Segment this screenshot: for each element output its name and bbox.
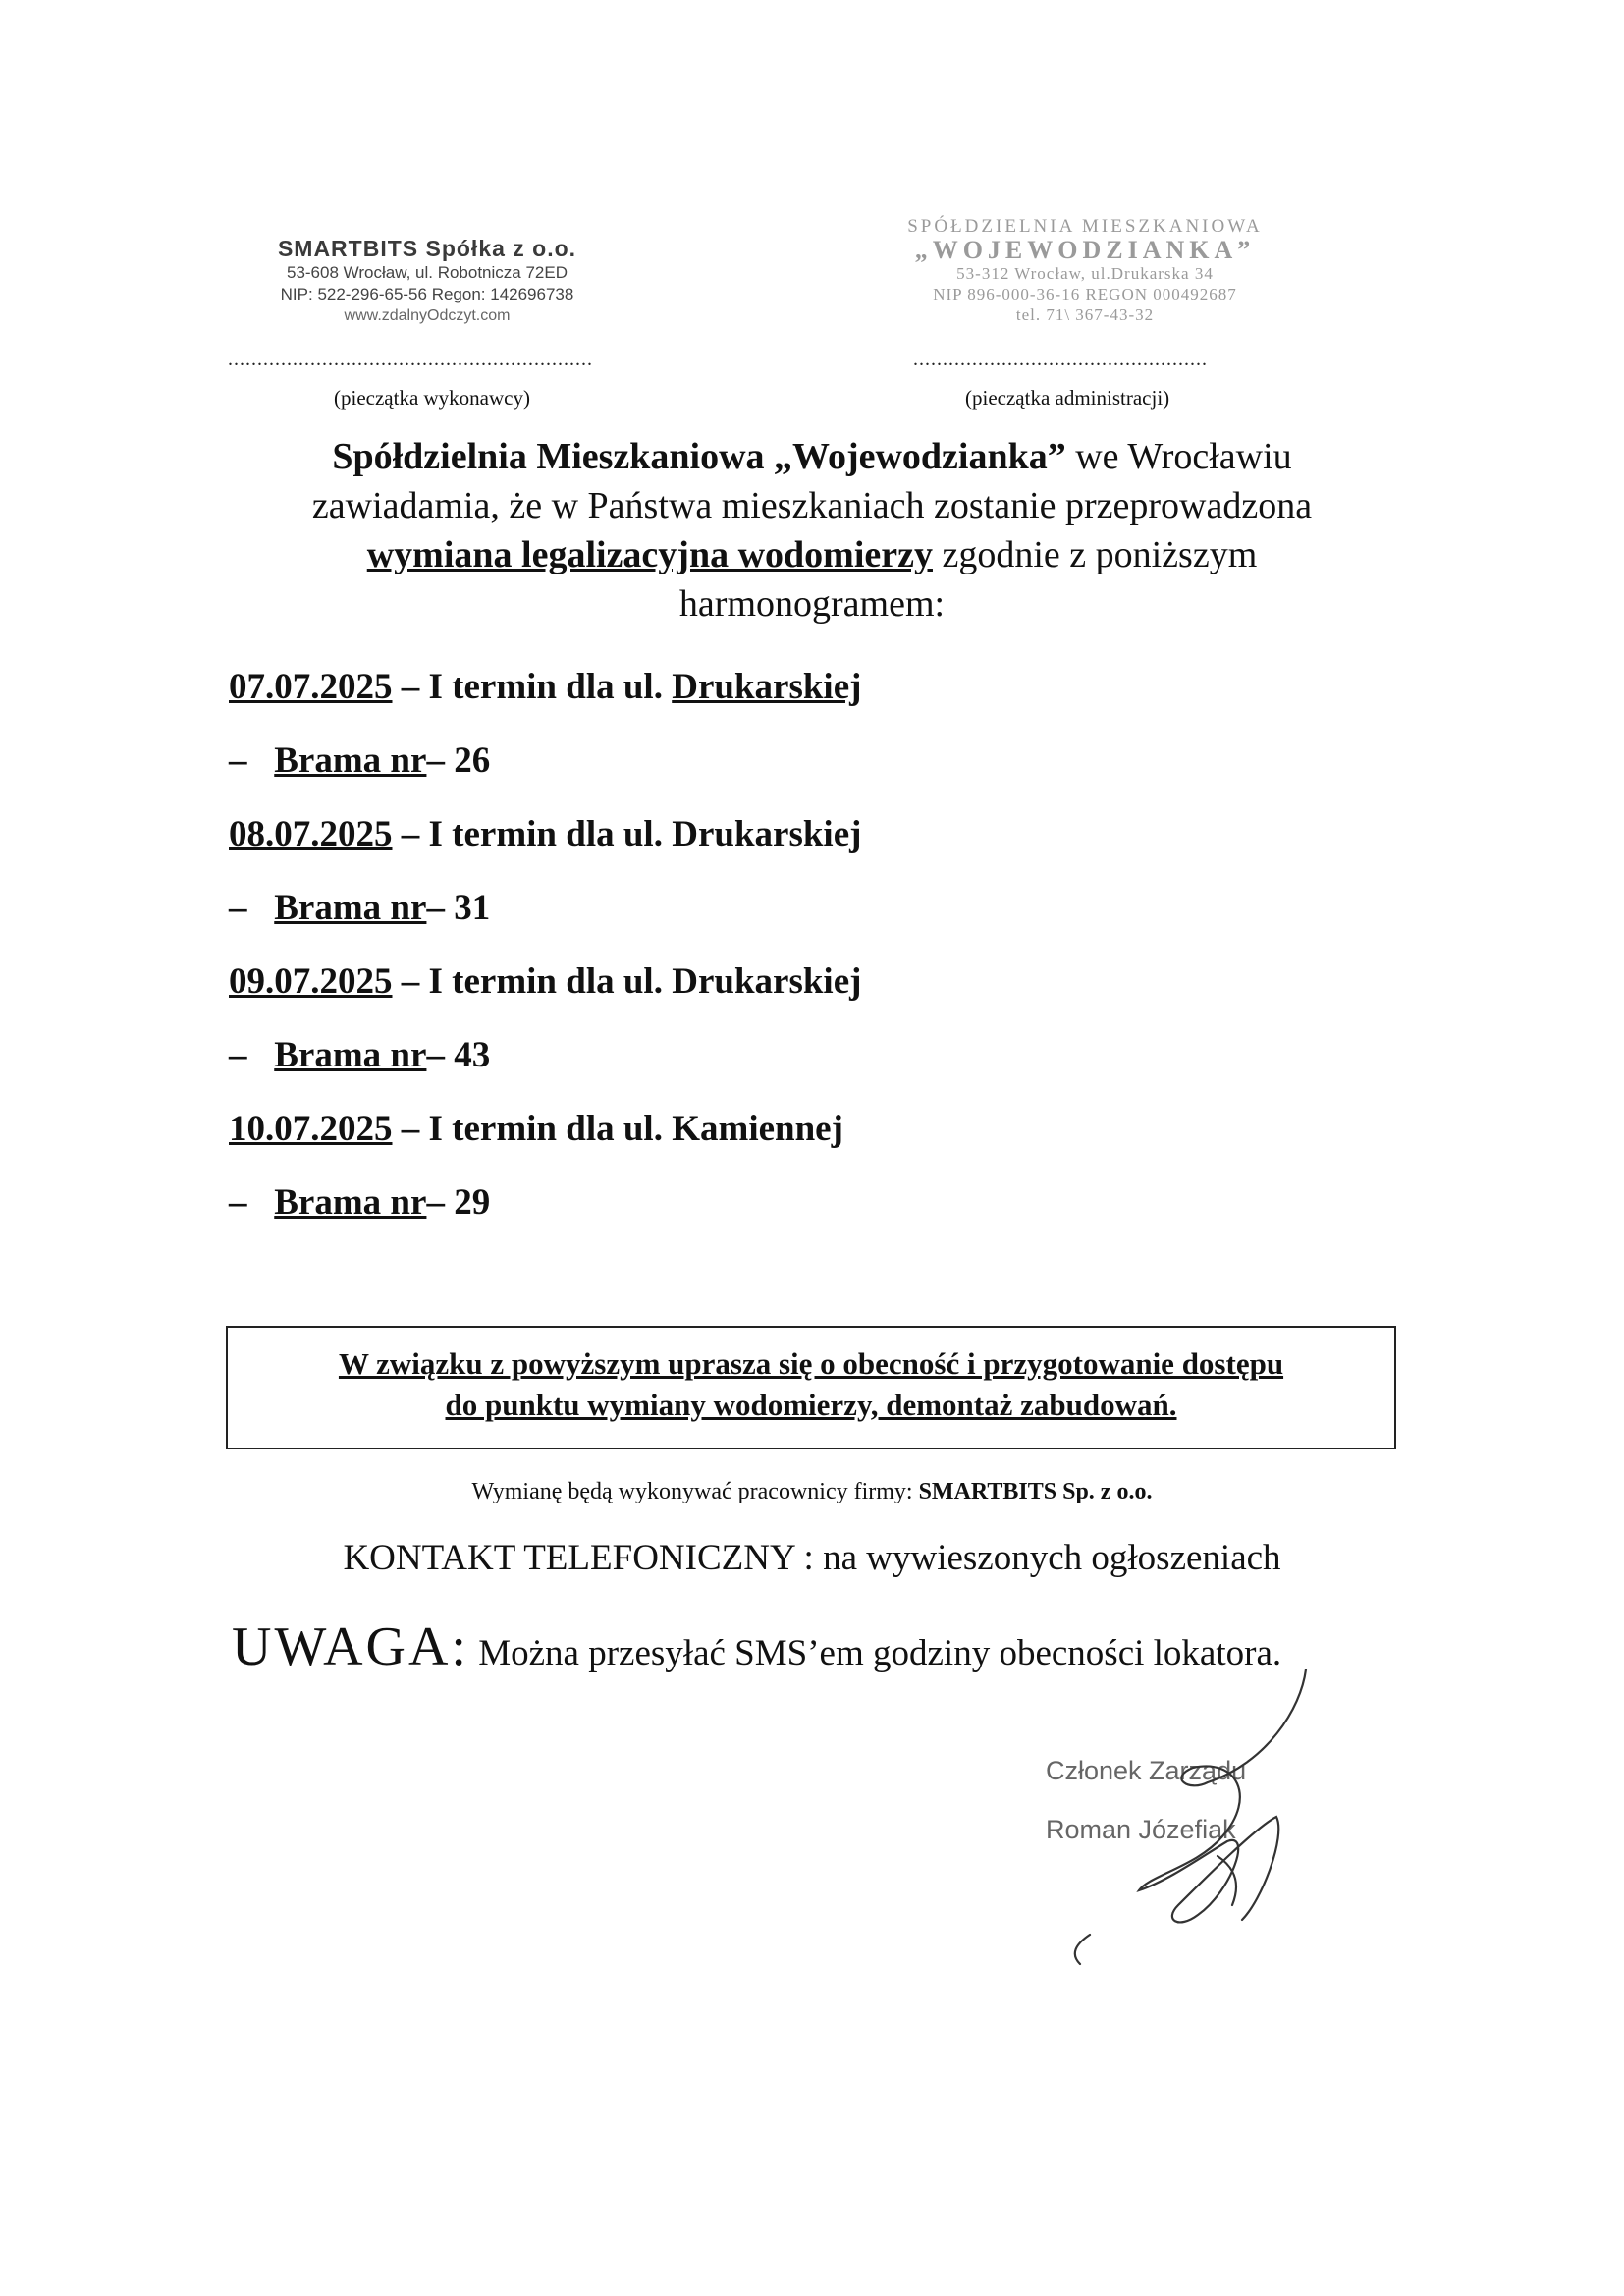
notice-line2: do punktu wymiany wodomierzy, demontaż zabudowań. (445, 1388, 1177, 1422)
schedule-street: Kamiennej (672, 1109, 843, 1149)
schedule-street: Drukarskiej (672, 814, 862, 854)
schedule-gate-row (229, 1178, 1309, 1252)
schedule-term: – I termin dla ul. (392, 961, 673, 1002)
contact-info: KONTAKT TELEFONICZNY : na wywieszonych ogłoszeniach (343, 1538, 1281, 1578)
schedule-list (229, 663, 1309, 1252)
schedule-date-row (229, 1105, 1309, 1178)
signature-block (1021, 1669, 1345, 1984)
intro-line4: harmonogramem: (678, 583, 946, 625)
administration-line4: NIP 896-000-36-16 REGON 000492687 (933, 285, 1237, 303)
signature-name: Roman Józefiak (1046, 1815, 1236, 1844)
contractor-name: SMARTBITS Spółka z o.o. (277, 236, 577, 261)
schedule-date: 08.07.2025 (229, 814, 393, 854)
caption-contractor: (pieczątka wykonawcy) (334, 386, 530, 410)
schedule-date-row (229, 810, 1309, 884)
stamp-line-right: .................................................. (913, 349, 1208, 370)
organization-city: we Wrocławiu (1065, 436, 1292, 477)
intro-line3-rest: zgodnie z poniższym (932, 534, 1258, 575)
schedule-gate-row (229, 1031, 1309, 1105)
gate-dash: – (229, 1035, 247, 1075)
signature-role: Członek Zarządu (1046, 1756, 1247, 1785)
gate-label: Brama nr (274, 888, 427, 928)
uwaga-text: Można przesyłać SMS’em godziny obecności lokatora. (468, 1633, 1282, 1673)
administration-stamp (879, 216, 1291, 325)
schedule-term: – I termin dla ul. (392, 814, 673, 854)
handwritten-signature-icon (1021, 1669, 1345, 1984)
contractor-website: www.zdalnyOdczyt.com (344, 307, 511, 324)
administration-line5: tel. 71\ 367-43-32 (1015, 305, 1155, 324)
administration-line1: SPÓŁDZIELNIA MIESZKANIOWA (907, 216, 1263, 237)
administration-line3: 53-312 Wrocław, ul.Drukarska 34 (956, 264, 1214, 283)
administration-line2: „WOJEWODZIANKA” (914, 236, 1256, 264)
intro-line1 (177, 432, 1447, 481)
schedule-date: 10.07.2025 (229, 1109, 393, 1149)
schedule-gate-row (229, 884, 1309, 957)
schedule-street: Drukarskiej (672, 961, 862, 1002)
gate-number: – 29 (426, 1182, 491, 1223)
replacement-title: wymiana legalizacyjna wodomierzy (366, 534, 933, 575)
intro-paragraph (177, 432, 1447, 629)
gate-label: Brama nr (274, 1182, 427, 1223)
intro-line3 (177, 530, 1447, 579)
schedule-date: 07.07.2025 (229, 667, 393, 707)
schedule-term: – I termin dla ul. (392, 667, 673, 707)
workers-note (0, 1479, 1624, 1505)
contractor-stamp (221, 236, 633, 327)
intro-line2: zawiadamia, że w Państwa mieszkaniach zostanie przeprowadzona (311, 485, 1313, 526)
caption-administration: (pieczątka administracji) (965, 386, 1170, 410)
gate-dash: – (229, 1182, 247, 1223)
schedule-date: 09.07.2025 (229, 961, 393, 1002)
gate-label: Brama nr (274, 740, 427, 781)
notice-box (226, 1326, 1396, 1449)
uwaga-label: UWAGA: (232, 1616, 469, 1677)
workers-text: Wymianę będą wykonywać pracownicy firmy: (471, 1479, 919, 1504)
gate-number: – 31 (426, 888, 491, 928)
schedule-gate-row (229, 737, 1309, 810)
schedule-date-row (229, 663, 1309, 737)
schedule-term: – I termin dla ul. (392, 1109, 673, 1149)
contractor-ids: NIP: 522-296-65-56 Regon: 142696738 (280, 285, 574, 303)
gate-dash: – (229, 740, 247, 781)
schedule-date-row (229, 957, 1309, 1031)
gate-number: – 43 (426, 1035, 491, 1075)
contractor-address: 53-608 Wrocław, ul. Robotnicza 72ED (286, 263, 568, 282)
gate-number: – 26 (426, 740, 491, 781)
gate-dash: – (229, 888, 247, 928)
gate-label: Brama nr (274, 1035, 427, 1075)
workers-company: SMARTBITS Sp. z o.o. (918, 1479, 1153, 1504)
notice-line1: W związku z powyższym uprasza się o obecność i przygotowanie dostępu (338, 1346, 1284, 1381)
stamp-line-left: .............................................................. (228, 349, 593, 370)
organization-name: Spółdzielnia Mieszkaniowa „Wojewodzianka” (332, 436, 1066, 477)
schedule-street: Drukarskiej (672, 667, 862, 707)
